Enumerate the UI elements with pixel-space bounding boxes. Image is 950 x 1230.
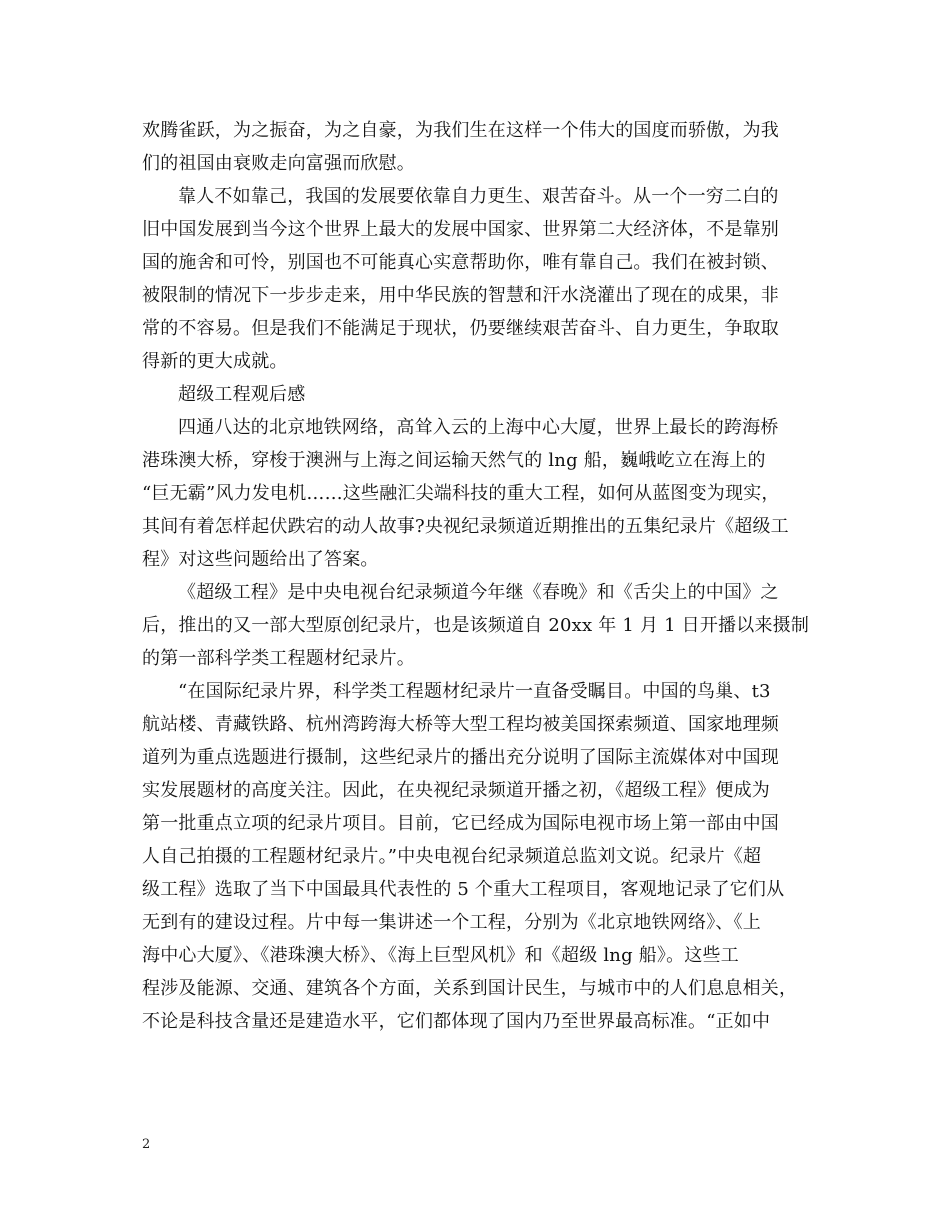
text-line: 超级工程观后感 [178, 384, 306, 405]
text-line: 不论是科技含量还是建造水平，它们都体现了国内乃至世界最高标准。“正如中 [142, 1011, 771, 1032]
text-line: 被限制的情况下一步步走来，用中华民族的智慧和汗水浇灌出了现在的成果，非 [142, 285, 779, 306]
text-line: 海中心大厦》、《港珠澳大桥》、《海上巨型风机》和《超级 lng 船》。这些工 [142, 945, 739, 966]
text-line: 《超级工程》是中央电视台纪录频道今年继《春晚》和《舌尖上的中国》之 [178, 582, 779, 603]
text-line: 程涉及能源、交通、建筑各个方面，关系到国计民生，与城市中的人们息息相关， [142, 978, 798, 999]
text-line: 的第一部科学类工程题材纪录片。 [142, 648, 415, 669]
text-line: 航站楼、青藏铁路、杭州湾跨海大桥等大型工程均被美国探索频道、国家地理频 [142, 714, 779, 735]
text-line: 欢腾雀跃，为之振奋，为之自豪，为我们生在这样一个伟大的国度而骄傲，为我 [142, 120, 779, 141]
text-line: 级工程》选取了当下中国最具代表性的 5 个重大工程项目，客观地记录了它们从 [142, 879, 785, 900]
text-line: 其间有着怎样起伏跌宕的动人故事?央视纪录频道近期推出的五集纪录片《超级工 [142, 516, 789, 537]
text-line: 四通八达的北京地铁网络，高耸入云的上海中心大厦，世界上最长的跨海桥 [178, 417, 779, 438]
text-line: 旧中国发展到当今这个世界上最大的发展中国家、世界第二大经济体，不是靠别 [142, 219, 779, 240]
text-line: 道列为重点选题进行摄制，这些纪录片的播出充分说明了国际主流媒体对中国现 [142, 747, 779, 768]
page-number: 2 [142, 1137, 151, 1152]
text-line: 得新的更大成就。 [142, 351, 288, 372]
text-line: “巨无霸”风力发电机……这些融汇尖端科技的重大工程，如何从蓝图变为现实， [142, 483, 780, 504]
text-line: 国的施舍和可怜，别国也不可能真心实意帮助你，唯有靠自己。我们在被封锁、 [142, 252, 779, 273]
text-line: 后，推出的又一部大型原创纪录片，也是该频道自 20xx 年 1 月 1 日开播以来摄制 [142, 615, 810, 636]
text-line: 无到有的建设过程。片中每一集讲述一个工程，分别为《北京地铁网络》、《上 [142, 912, 761, 933]
text-line: 靠人不如靠己，我国的发展要依靠自力更生、艰苦奋斗。从一个一穷二白的 [178, 186, 779, 207]
text-line: 港珠澳大桥，穿梭于澳洲与上海之间运输天然气的 lng 船，巍峨屹立在海上的 [142, 450, 766, 471]
document-body [142, 114, 814, 1038]
text-line: 常的不容易。但是我们不能满足于现状，仍要继续艰苦奋斗、自力更生，争取取 [142, 318, 779, 339]
text-line: “在国际纪录片界，科学类工程题材纪录片一直备受瞩目。中国的鸟巢、t3 [178, 681, 771, 702]
text-line: 第一批重点立项的纪录片项目。目前，它已经成为国际电视市场上第一部由中国 [142, 813, 779, 834]
text-line: 们的祖国由衰败走向富强而欣慰。 [142, 153, 415, 174]
text-line: 程》对这些问题给出了答案。 [142, 549, 379, 570]
text-line: 实发展题材的高度关注。因此，在央视纪录频道开播之初，《超级工程》便成为 [142, 780, 770, 801]
text-line: 人自己拍摄的工程题材纪录片。”中央电视台纪录频道总监刘文说。纪录片《超 [142, 846, 762, 867]
